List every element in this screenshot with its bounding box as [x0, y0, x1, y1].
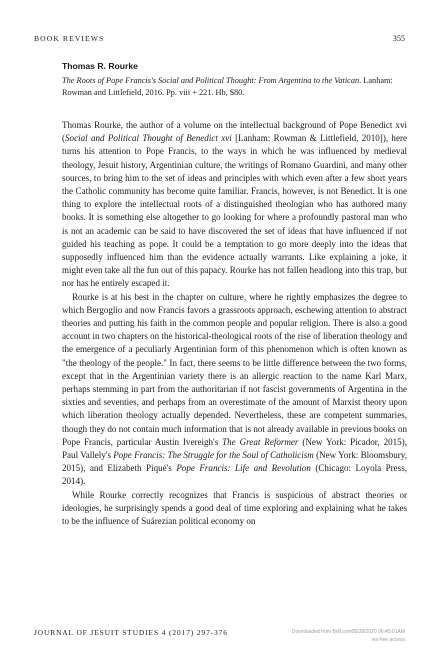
download-line-2: via free access — [371, 637, 405, 643]
reviewer-name: Thomas R. Rourke — [62, 61, 138, 71]
p1-text-c: [Lanham: Rowman & Littlefield, 2010]), here turns his attention to Pope Francis, to the ways in which he was influenced by medieval theology, Jesuit history, Argentinian culture, the writings of Romano Guardini, and many other sources, to bring him to the set of ideas and principles with which even after a few short years the Catholic community has become quite familiar. Francis, however, is not Benedict. It is one thing to explore the intellectual roots of a distinguished theologian who has authored many books. It is something else altogether to go looking for where a profoundly pastoral man who is not an academic can be said to have discovered the set of ideas that have influenced if not guided his teaching as pope. It could be a temptation to go more deeply into the ideas that supposedly influenced him than the evidence actually warrants. Like explaining a joke, it might even take all the fun out of this papacy. Rourke has not fallen headlong into this trap, but nor has he entirely escaped it. — [62, 133, 407, 289]
p2-text-a: Rourke is at his best in the chapter on culture, where he rightly emphasizes the degree to which Bergoglio and now Francis favors a grassroots approach, eschewing attention to abstract theories and putting his faith in the common people and popular religion. There is also a good account in two chapters on the historical-theological roots of the rise of liberation theology and the emergence of a peculiarly Argentinian form of this phenomenon which is often known as "the theology of the people." In fact, there seems to be little difference between the two forms, except that in the Argentinian variety there is an allergic reaction to the name Karl Marx, perhaps stemming in part from the authoritarian if not fascist governments of Argentina in the sixties and seventies, and perhaps from an overestimate of the amount of Marxist theory upon which liberation theology actually depended. Nevertheless, these are competent summaries, though they do not contain much information that is not already available in previous books on Pope Francis, particular Austin Ivereigh's — [62, 291, 407, 447]
page-number: 355 — [392, 34, 405, 43]
p2-title-great-reformer: The Great Reformer — [222, 436, 299, 447]
p2-title-life-revolution: Pope Francis: Life and Revolution — [176, 463, 311, 474]
paragraph-3: While Rourke correctly recognizes that Francis is suspicious of abstract theories or ideologies, he surprisingly spends a good deal of time exploring and explaining what he takes to be the influence of Suárezian political economy on — [62, 489, 407, 527]
book-title: The Roots of Pope Francis's Social and Political Thought: From Argentina to the Vatican — [62, 76, 360, 85]
journal-footer: JOURNAL OF JESUIT STUDIES 4 (2017) 297-376 — [34, 628, 228, 637]
p2-title-struggle: Pope Francis: The Struggle for the Soul of Catholicism — [113, 450, 314, 461]
p2-text-c: (New York: Picador, 2015), Paul Vallely's — [62, 436, 407, 461]
p2-text-g: (Chicago: Loyola Press, 2014). — [62, 463, 407, 487]
book-citation — [62, 75, 404, 100]
p1-book-title: Social and Political Thought of Benedict xvi — [65, 133, 232, 144]
download-notice — [235, 628, 405, 644]
review-body — [62, 119, 407, 528]
section-title: BOOK REVIEWS — [34, 34, 105, 43]
running-head — [34, 34, 405, 46]
publication-details: . Lanham: Rowman and Littlefield, 2016. Pp. viii + 221. Hb, $80. — [62, 76, 393, 98]
paragraph-1 — [62, 119, 407, 291]
paragraph-2 — [62, 291, 407, 489]
p1-text-a: Thomas Rourke, the author of a volume on the intellectual background of Pope Benedict xvi ( — [62, 120, 407, 144]
p2-text-e: (New York: Bloomsbury, 2015), and Elizabeth Piqué's — [62, 450, 407, 474]
download-line-1: Downloaded from Brill.com05/28/2020 06:45:01AM — [291, 629, 405, 635]
